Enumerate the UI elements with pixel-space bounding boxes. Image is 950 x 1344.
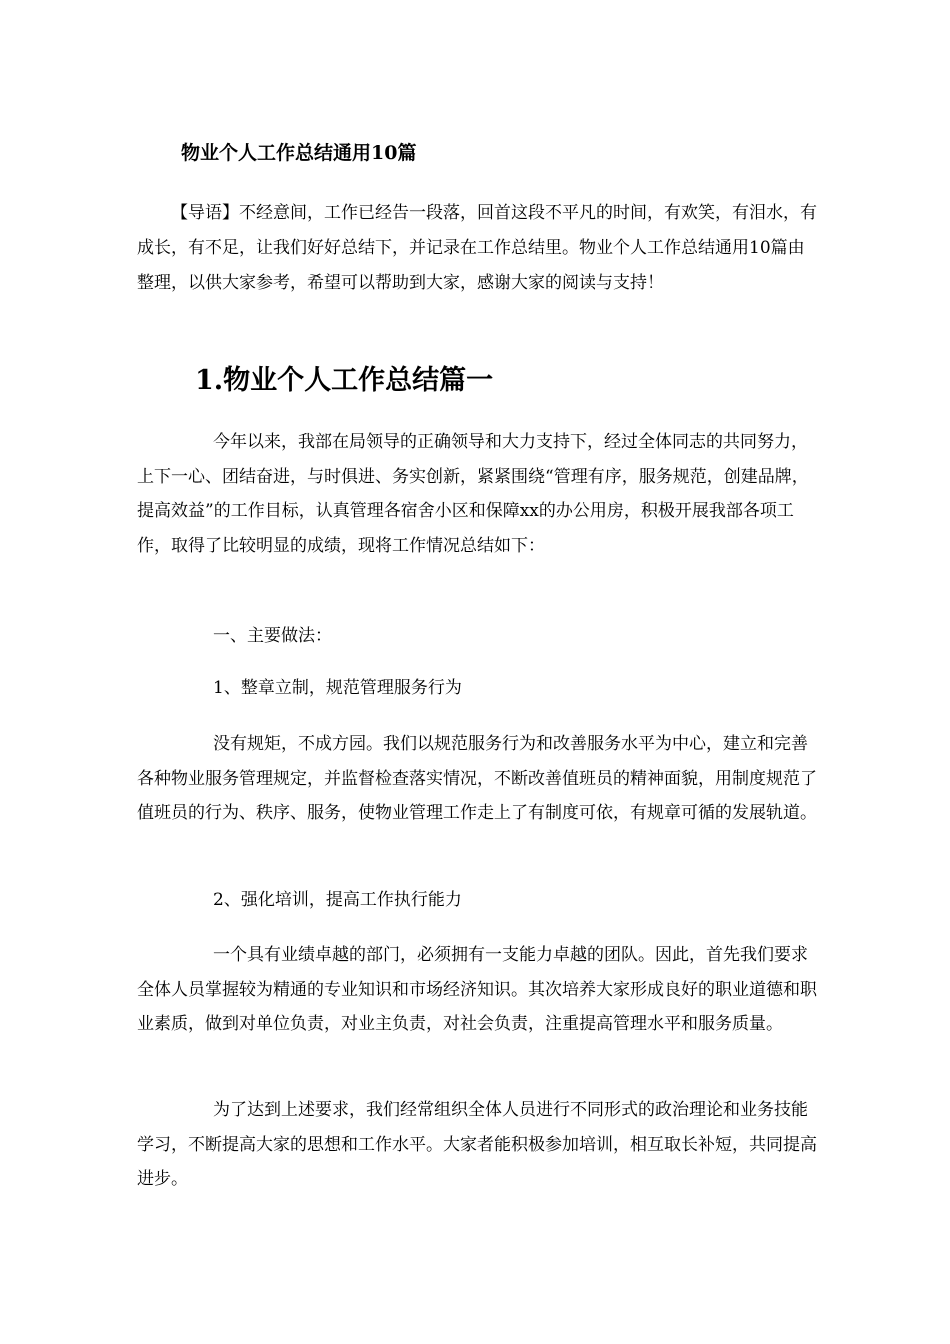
body-paragraph: 一个具有业绩卓越的部门，必须拥有一支能力卓越的团队。因此，首先我们要求全体人员掌握较为精通的专业知识和市场经济知识。其次培养大家形成良好的职业道德和职业素质，做到对单位负责，对业主负责，对社会负责，注重提高管理水平和服务质量。 — [137, 945, 817, 1034]
subheading-training: 2、强化培训，提高工作执行能力 — [213, 890, 462, 910]
document-title: 物业个人工作总结通用10篇 — [181, 142, 417, 164]
intro-paragraph: 【导语】不经意间，工作已经告一段落，回首这段不平凡的时间，有欢笑，有泪水，有成长，有不足，让我们好好总结下，并记录在工作总结里。物业个人工作总结通用10篇由整理，以供大家参考，希望可以帮助到大家，感谢大家的阅读与支持！ — [137, 203, 817, 293]
body-paragraph: 今年以来，我部在局领导的正确领导和大力支持下，经过全体同志的共同努力，上下一心、团结奋进，与时俱进、务实创新，紧紧围绕“管理有序，服务规范，创建品牌，提高效益”的工作目标，认真管理各宿舍小区和保障xx的办公用房，积极开展我部各项工作，取得了比较明显的成绩，现将工作情况总结如下： — [137, 432, 809, 556]
subheading-rules: 1、整章立制，规范管理服务行为 — [213, 678, 462, 698]
section-heading: 1.物业个人工作总结篇一 — [195, 365, 494, 396]
subheading-main-practices: 一、主要做法： — [213, 626, 332, 646]
body-paragraph: 没有规矩，不成方园。我们以规范服务行为和改善服务水平为中心，建立和完善各种物业服务管理规定，并监督检查落实情况，不断改善值班员的精神面貌，用制度规范了值班员的行为、秩序、服务，使物业管理工作走上了有制度可依，有规章可循的发展轨道。 — [137, 734, 817, 823]
body-paragraph: 为了达到上述要求，我们经常组织全体人员进行不同形式的政治理论和业务技能学习，不断提高大家的思想和工作水平。大家者能积极参加培训，相互取长补短，共同提高进步。 — [137, 1100, 817, 1189]
